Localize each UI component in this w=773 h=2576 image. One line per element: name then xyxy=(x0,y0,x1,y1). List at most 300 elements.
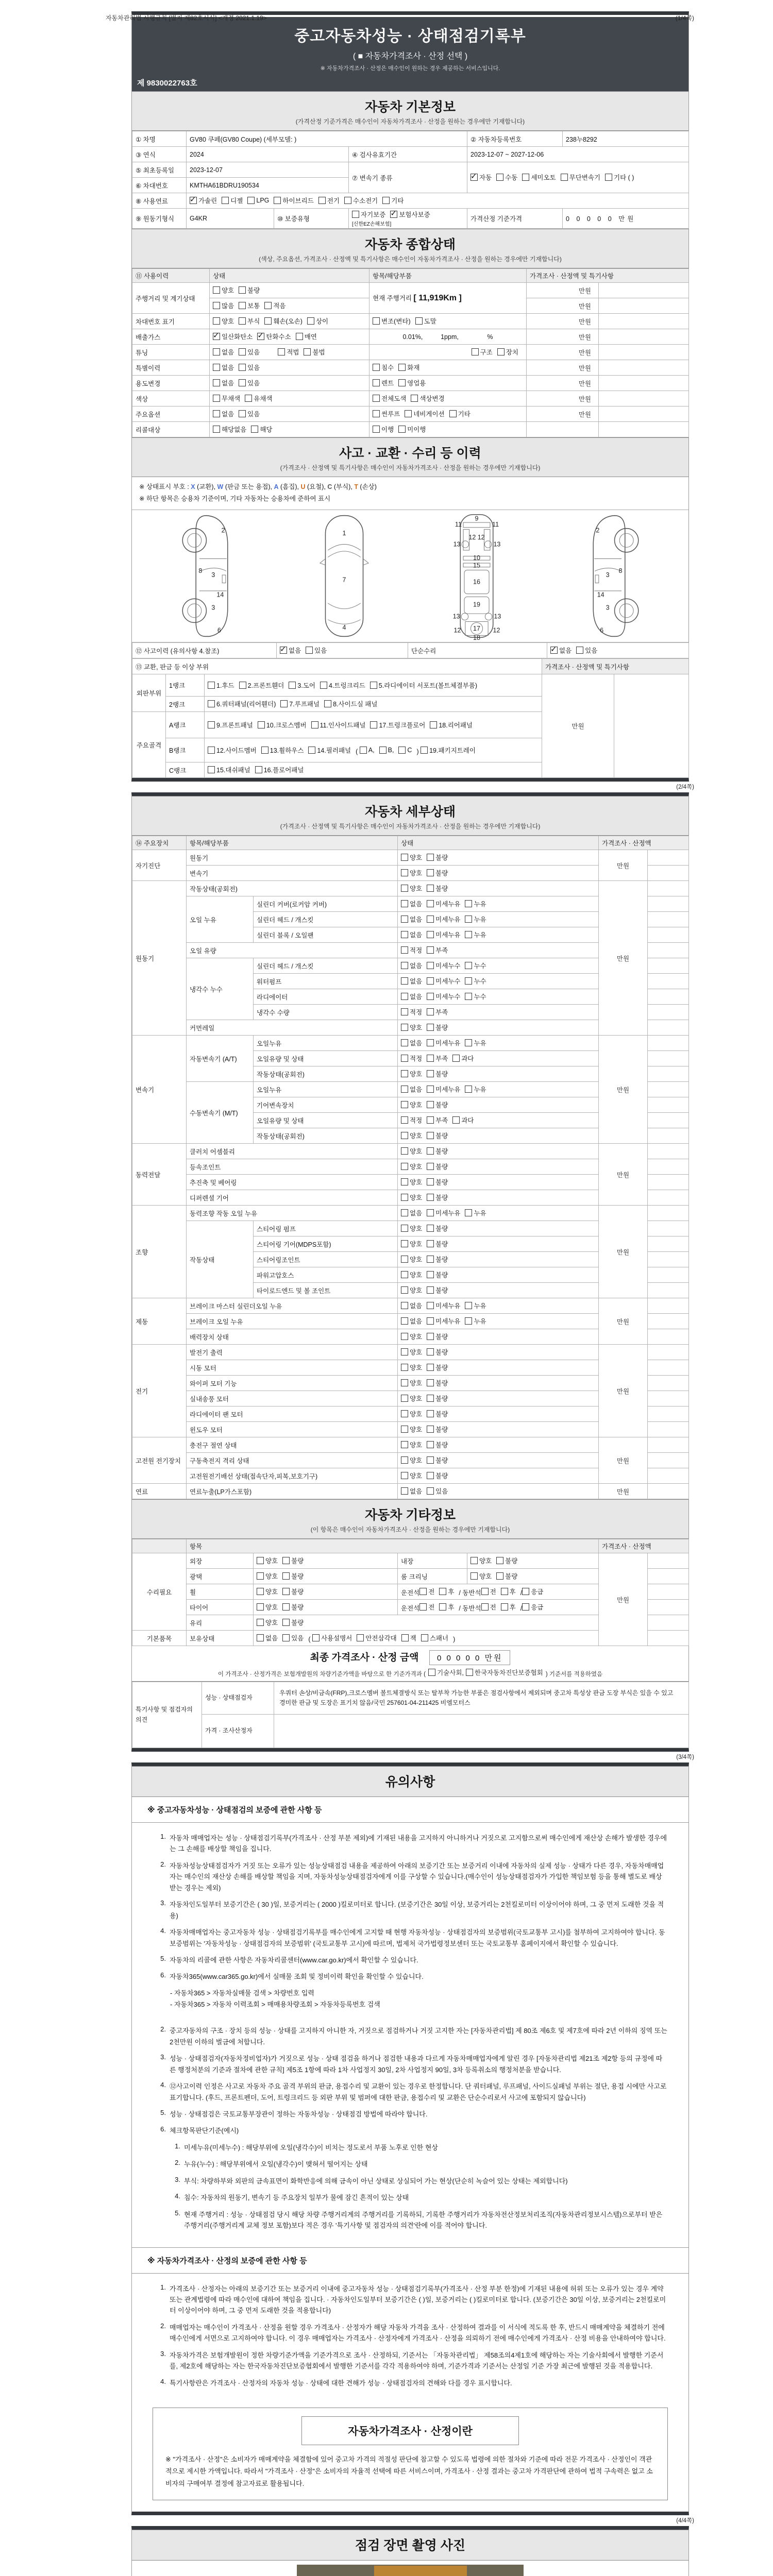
checkbox[interactable] xyxy=(401,1472,408,1479)
checkbox-option xyxy=(282,1587,304,1596)
checkbox[interactable] xyxy=(427,1271,434,1278)
checkbox[interactable] xyxy=(427,1487,434,1495)
checkbox-option xyxy=(401,1115,422,1125)
checkbox-label: 스패너 xyxy=(429,1635,449,1642)
checkbox-label: 잭 xyxy=(410,1635,416,1642)
insurer-note: [신한EZ손해보험] xyxy=(352,222,392,227)
state-checks xyxy=(398,866,599,881)
checkbox[interactable] xyxy=(401,1178,408,1185)
checkbox[interactable] xyxy=(352,211,359,218)
panel-number: 9 xyxy=(475,515,478,522)
checkbox[interactable] xyxy=(427,1086,434,1093)
checkbox-label: 미이행 xyxy=(407,426,426,433)
car-diagram-top-view xyxy=(295,512,393,640)
table-row xyxy=(132,193,689,209)
checkbox[interactable] xyxy=(401,1086,408,1093)
checkbox[interactable] xyxy=(289,682,296,689)
checkbox[interactable] xyxy=(401,993,408,1000)
checkbox[interactable] xyxy=(401,916,408,923)
checkbox[interactable] xyxy=(382,197,390,204)
checkbox-option xyxy=(264,316,303,326)
checkbox[interactable] xyxy=(360,747,367,754)
checkbox[interactable] xyxy=(401,1070,408,1077)
item-label: 브레이크 오일 누유 xyxy=(187,1314,398,1329)
checkbox-option xyxy=(501,1587,516,1596)
section-subtitle: (가격산정 기준가격은 매수인이 자동차가격조사 · 산정을 원하는 경우에만 기재합니다) xyxy=(295,118,525,125)
checkbox[interactable] xyxy=(373,364,380,371)
checkbox[interactable] xyxy=(239,682,246,689)
checkbox[interactable] xyxy=(213,317,220,325)
checkbox[interactable] xyxy=(213,302,220,309)
checkbox[interactable] xyxy=(401,869,408,876)
checkbox[interactable] xyxy=(428,1669,435,1676)
checkbox[interactable] xyxy=(344,197,351,204)
checkbox[interactable] xyxy=(427,869,434,876)
checkbox-label: 전 xyxy=(428,1603,435,1611)
item-label: 기어변속장치 xyxy=(254,1097,398,1113)
checkbox[interactable] xyxy=(427,1456,434,1464)
checkbox[interactable] xyxy=(465,962,472,969)
checkbox-option xyxy=(415,316,436,326)
simple-repair-checks xyxy=(547,643,689,658)
checkbox[interactable] xyxy=(419,1603,427,1611)
checkbox[interactable] xyxy=(257,1603,264,1611)
checkbox[interactable] xyxy=(522,1603,529,1611)
checkbox[interactable] xyxy=(257,1588,264,1595)
checkbox[interactable] xyxy=(373,317,380,325)
checkbox[interactable] xyxy=(401,1024,408,1031)
state-checks xyxy=(398,1360,599,1376)
checkbox[interactable] xyxy=(427,1302,434,1309)
checkbox-option xyxy=(274,196,313,205)
checkbox[interactable] xyxy=(373,395,380,402)
checkbox-label: 보험사보증 xyxy=(399,211,430,218)
checkbox-option xyxy=(257,1571,278,1581)
panel-number: 6 xyxy=(599,626,603,634)
checkbox[interactable] xyxy=(470,1557,478,1564)
device-group-label: 동력전달 xyxy=(132,1144,187,1206)
checkbox-option xyxy=(398,747,412,754)
checkbox[interactable] xyxy=(320,682,327,689)
checkbox[interactable] xyxy=(264,317,272,325)
checkbox-option xyxy=(497,347,518,357)
checkbox[interactable] xyxy=(501,1588,508,1595)
checkbox[interactable] xyxy=(296,333,303,340)
checkbox-label: 무단변속기 xyxy=(569,174,601,181)
checkbox[interactable] xyxy=(401,931,408,938)
checkbox[interactable] xyxy=(308,747,315,754)
item-label: 배력장치 상태 xyxy=(187,1329,398,1345)
checkbox[interactable] xyxy=(282,1634,290,1641)
checkbox[interactable] xyxy=(278,348,285,355)
checkbox[interactable] xyxy=(213,379,220,386)
checkbox[interactable] xyxy=(239,364,246,371)
checkbox[interactable] xyxy=(427,1147,434,1155)
panel-number: 3 xyxy=(606,604,610,612)
checkbox[interactable] xyxy=(401,1456,408,1464)
notices-block-c xyxy=(132,2274,688,2400)
field-label: ② 자동차등록번호 xyxy=(467,131,563,147)
checkbox[interactable] xyxy=(452,1116,460,1124)
checkbox[interactable] xyxy=(465,1086,472,1093)
checkbox[interactable] xyxy=(401,854,408,861)
checkbox[interactable] xyxy=(427,1286,434,1294)
checkbox-option xyxy=(449,409,470,418)
checkbox[interactable] xyxy=(401,1333,408,1340)
checkbox[interactable] xyxy=(470,174,478,181)
panel-number: 2 xyxy=(221,527,225,534)
checkbox[interactable] xyxy=(208,700,215,707)
current-mileage-label: 현재 주행거리 xyxy=(373,295,412,302)
checkbox[interactable] xyxy=(370,682,377,689)
checkbox[interactable] xyxy=(401,1348,408,1355)
checkbox[interactable] xyxy=(401,1147,408,1155)
checkbox-option xyxy=(427,1425,448,1434)
checkbox[interactable] xyxy=(255,766,262,773)
checkbox[interactable] xyxy=(258,721,265,728)
group-label: 기본품목 xyxy=(132,1631,187,1646)
checkbox[interactable] xyxy=(427,1008,434,1015)
checkbox[interactable] xyxy=(427,1333,434,1340)
item-label: 스티어링 기어(MDPS포함) xyxy=(254,1236,398,1252)
checkbox[interactable] xyxy=(401,1240,408,1247)
checkbox-option xyxy=(465,899,486,908)
checkbox-label: 없음 xyxy=(410,931,423,939)
checkbox[interactable] xyxy=(427,993,434,1000)
checkbox[interactable] xyxy=(398,426,406,433)
checkbox[interactable] xyxy=(401,1101,408,1108)
checkbox[interactable] xyxy=(427,1039,434,1046)
item-label: 오일유량 및 상태 xyxy=(254,1113,398,1128)
checkbox-label: 후 xyxy=(448,1588,455,1596)
checkbox[interactable] xyxy=(398,364,406,371)
checkbox[interactable] xyxy=(427,1132,434,1139)
checkbox[interactable] xyxy=(421,747,428,754)
checkbox[interactable] xyxy=(401,1132,408,1139)
checkbox-label: 전기 xyxy=(327,197,340,205)
checkbox[interactable] xyxy=(401,1426,408,1433)
checkbox[interactable] xyxy=(208,747,215,754)
checkbox[interactable] xyxy=(251,426,258,433)
checkbox-label: 누유 xyxy=(474,1302,486,1310)
checkbox[interactable] xyxy=(419,1588,427,1595)
checkbox[interactable] xyxy=(213,410,220,417)
checkbox[interactable] xyxy=(561,174,568,181)
page-marker-2: (2/4쪽) xyxy=(676,784,694,790)
checkbox[interactable] xyxy=(481,1588,489,1595)
notices-block-a xyxy=(132,1823,688,2015)
checkbox[interactable] xyxy=(398,747,406,754)
checkbox[interactable] xyxy=(401,1163,408,1170)
checkbox[interactable] xyxy=(427,885,434,892)
checkbox[interactable] xyxy=(373,379,380,386)
checkbox[interactable] xyxy=(470,1572,478,1580)
checkbox[interactable] xyxy=(261,747,268,754)
checkbox[interactable] xyxy=(427,1256,434,1263)
checkbox[interactable] xyxy=(427,1194,434,1201)
rank-label: 1랭크 xyxy=(166,674,205,697)
detail-row xyxy=(132,1437,689,1453)
section-title: 유의사항 xyxy=(385,1775,435,1789)
checkbox[interactable] xyxy=(427,1410,434,1417)
detail-row xyxy=(132,1298,689,1314)
checkbox[interactable] xyxy=(466,1669,473,1676)
checkbox[interactable] xyxy=(222,197,229,204)
checkbox[interactable] xyxy=(401,1194,408,1201)
row-label: 리콜대상 xyxy=(132,422,210,437)
checkbox-label: 불량 xyxy=(291,1604,304,1611)
checkbox[interactable] xyxy=(465,1302,472,1309)
checkbox[interactable] xyxy=(465,1317,472,1325)
checkbox[interactable] xyxy=(427,1441,434,1448)
checkbox[interactable] xyxy=(282,1572,290,1580)
checkbox-label: 불량 xyxy=(435,1411,448,1418)
top-annotation-bar xyxy=(106,13,694,22)
sub-group-label: 수동변속기 (M/T) xyxy=(187,1082,254,1144)
checkbox[interactable] xyxy=(411,395,418,402)
checkbox[interactable] xyxy=(427,1178,434,1185)
checkbox[interactable] xyxy=(496,1572,503,1580)
checkbox[interactable] xyxy=(239,410,246,417)
checkbox[interactable] xyxy=(257,1619,264,1626)
checkbox[interactable] xyxy=(324,700,331,707)
checkbox[interactable] xyxy=(311,721,318,728)
checkbox-option xyxy=(308,745,351,755)
checkbox[interactable] xyxy=(427,1348,434,1355)
checkbox[interactable] xyxy=(427,1240,434,1247)
checkbox[interactable] xyxy=(427,946,434,954)
checkbox[interactable] xyxy=(401,1441,408,1448)
checkbox[interactable] xyxy=(401,885,408,892)
checkbox[interactable] xyxy=(401,1008,408,1015)
checkbox[interactable] xyxy=(427,1225,434,1232)
checkbox[interactable] xyxy=(282,1557,290,1564)
panel-number: 14 xyxy=(216,591,224,599)
item-label: 실린더 헤드 / 개스킷 xyxy=(254,958,398,974)
checkbox[interactable] xyxy=(401,1379,408,1386)
checkbox[interactable] xyxy=(401,1116,408,1124)
checkbox[interactable] xyxy=(550,647,558,654)
checkbox[interactable] xyxy=(401,1271,408,1278)
checkbox[interactable] xyxy=(427,1395,434,1402)
item-label: 라디에이터 팬 모터 xyxy=(187,1406,398,1422)
checkbox-option xyxy=(257,332,291,341)
inspector-remarks: 우쿼터 손상/비금속(FRP),크로스멤버 볼트체결방식 또는 탈부착 가능한 부품은 점검사항에서 제외되며 중고차 특성상 판금 도장 부식은 있을 수 있고 경미한 판금 및 도장은 표기치 않음/국민 257601-04-211425 비엠모터스 xyxy=(274,1682,689,1715)
checkbox[interactable] xyxy=(427,854,434,861)
checkbox-option xyxy=(398,378,426,387)
checkbox[interactable] xyxy=(306,647,313,654)
table-row: 튜닝 없음 있음 적법 불법 구조 장치 만원 xyxy=(132,345,689,360)
checkbox[interactable] xyxy=(401,962,408,969)
checkbox[interactable] xyxy=(439,1588,446,1595)
checkbox[interactable] xyxy=(401,1286,408,1294)
checkbox[interactable] xyxy=(496,174,503,181)
checkbox[interactable] xyxy=(401,1410,408,1417)
item-label: 발전기 출력 xyxy=(187,1345,398,1360)
current-mileage-value: [ 11,919Km ] xyxy=(413,294,462,302)
checkbox[interactable] xyxy=(427,977,434,985)
checkbox[interactable] xyxy=(379,747,386,754)
checkbox[interactable] xyxy=(373,410,380,417)
checkbox[interactable] xyxy=(401,1487,408,1495)
checkbox[interactable] xyxy=(427,931,434,938)
checkbox[interactable] xyxy=(390,211,397,218)
checkbox-option xyxy=(278,347,299,357)
checkbox-label: 양호 xyxy=(410,1333,423,1341)
checkbox[interactable] xyxy=(257,333,264,340)
checkbox[interactable] xyxy=(257,1557,264,1564)
panel-number: 12 xyxy=(453,626,461,634)
checkbox[interactable] xyxy=(282,1619,290,1626)
checkbox[interactable] xyxy=(401,1395,408,1402)
checkbox[interactable] xyxy=(401,1209,408,1216)
checkbox[interactable] xyxy=(280,700,288,707)
checkbox[interactable] xyxy=(239,286,246,294)
checkbox[interactable] xyxy=(449,410,457,417)
checkbox[interactable] xyxy=(501,1603,508,1611)
checkbox-option xyxy=(324,699,377,708)
checkbox-label: 보통 xyxy=(247,302,260,310)
checkbox[interactable] xyxy=(465,993,472,1000)
checkbox[interactable] xyxy=(427,1209,434,1216)
checkbox[interactable] xyxy=(605,174,612,181)
checkbox[interactable] xyxy=(430,721,437,728)
device-group-label: 전기 xyxy=(132,1345,187,1437)
checkbox[interactable] xyxy=(307,317,314,325)
checkbox[interactable] xyxy=(401,1256,408,1263)
column-header: 상태 xyxy=(398,836,599,850)
checkbox[interactable] xyxy=(401,1317,408,1325)
checkbox[interactable] xyxy=(401,1364,408,1371)
checkbox[interactable] xyxy=(522,1588,529,1595)
checkbox[interactable] xyxy=(208,721,215,728)
checkbox[interactable] xyxy=(427,1426,434,1433)
checkbox[interactable] xyxy=(401,900,408,907)
checkbox[interactable] xyxy=(427,1472,434,1479)
checkbox[interactable] xyxy=(190,197,197,204)
checkbox[interactable] xyxy=(208,682,215,689)
checkbox[interactable] xyxy=(257,1634,264,1641)
checkbox[interactable] xyxy=(522,174,529,181)
checkbox[interactable] xyxy=(427,1116,434,1124)
checkbox[interactable] xyxy=(282,1588,290,1595)
checkbox[interactable] xyxy=(213,286,220,294)
checkbox[interactable] xyxy=(427,1024,434,1031)
checkbox[interactable] xyxy=(465,1039,472,1046)
checkbox[interactable] xyxy=(312,1634,320,1641)
checkbox[interactable] xyxy=(427,916,434,923)
checkbox[interactable] xyxy=(427,900,434,907)
checkbox[interactable] xyxy=(401,1302,408,1309)
checkbox[interactable] xyxy=(357,1634,364,1641)
checkbox[interactable] xyxy=(465,1209,472,1216)
checkbox[interactable] xyxy=(427,1055,434,1062)
checkbox-label: 기타 xyxy=(458,411,470,418)
checkbox[interactable] xyxy=(239,379,246,386)
checkbox[interactable] xyxy=(239,302,246,309)
section-overall-state xyxy=(132,229,688,268)
checkbox[interactable] xyxy=(401,977,408,985)
checkbox[interactable] xyxy=(274,197,281,204)
checkbox[interactable] xyxy=(213,348,220,355)
checkbox[interactable] xyxy=(465,977,472,985)
checkbox[interactable] xyxy=(398,379,406,386)
checkbox-label: 양호 xyxy=(410,1426,423,1433)
checkbox-option xyxy=(427,1394,448,1403)
checkbox-label: 3.도어 xyxy=(297,682,315,689)
checkbox[interactable] xyxy=(405,410,412,417)
checkbox[interactable] xyxy=(282,1603,290,1611)
checkbox[interactable] xyxy=(401,946,408,954)
checkbox[interactable] xyxy=(452,1055,460,1062)
checkbox[interactable] xyxy=(415,317,423,325)
item-label: 실린더 헤드 / 개스킷 xyxy=(254,912,398,927)
state-checks xyxy=(398,912,599,927)
checkbox[interactable] xyxy=(427,1163,434,1170)
checkbox[interactable] xyxy=(401,1225,408,1232)
checkbox[interactable] xyxy=(576,647,583,654)
checkbox[interactable] xyxy=(208,766,215,773)
state-checks xyxy=(398,1329,599,1345)
rank-label: A랭크 xyxy=(166,712,205,738)
checkbox-label: 기술사회, xyxy=(437,1669,464,1676)
checkbox-label: 14.필러패널 xyxy=(317,747,351,754)
checkbox[interactable] xyxy=(439,1603,446,1611)
checkbox[interactable] xyxy=(247,197,255,204)
checkbox-label: 누수 xyxy=(474,978,486,985)
checkbox[interactable] xyxy=(427,1317,434,1325)
checkbox[interactable] xyxy=(257,1572,264,1580)
panel-number: 13 xyxy=(493,540,500,548)
checkbox-option xyxy=(257,1618,278,1627)
checkbox[interactable] xyxy=(427,1364,434,1371)
checkbox[interactable] xyxy=(401,1634,409,1641)
checkbox[interactable] xyxy=(465,931,472,938)
checkbox[interactable] xyxy=(239,348,246,355)
checkbox[interactable] xyxy=(245,395,252,402)
checkbox[interactable] xyxy=(401,1055,408,1062)
checkbox-label: 적정 xyxy=(410,1055,423,1062)
checkbox[interactable] xyxy=(421,1634,428,1641)
checkbox-label: 적법 xyxy=(287,349,299,356)
checkbox-label: 전 xyxy=(428,1588,435,1596)
checkbox[interactable] xyxy=(497,348,505,355)
checkbox[interactable] xyxy=(370,721,377,728)
checkbox[interactable] xyxy=(373,426,380,433)
checkbox[interactable] xyxy=(304,348,311,355)
checkbox[interactable] xyxy=(465,900,472,907)
checkbox[interactable] xyxy=(213,333,220,340)
checkbox[interactable] xyxy=(318,197,326,204)
checkbox[interactable] xyxy=(481,1603,489,1611)
checkbox[interactable] xyxy=(427,962,434,969)
checkbox[interactable] xyxy=(264,302,272,309)
checkbox[interactable] xyxy=(472,348,479,355)
checkbox[interactable] xyxy=(496,1557,503,1564)
checkbox[interactable] xyxy=(427,1379,434,1386)
checkbox[interactable] xyxy=(401,1039,408,1046)
checkbox[interactable] xyxy=(280,647,287,654)
checkbox[interactable] xyxy=(465,916,472,923)
checkbox[interactable] xyxy=(239,317,246,325)
checkbox-label: 양호 xyxy=(410,1411,423,1418)
checkbox[interactable] xyxy=(427,1101,434,1108)
item-label: 브레이크 마스터 실린더오일 누유 xyxy=(187,1298,398,1314)
checkbox[interactable] xyxy=(213,395,220,402)
checkbox[interactable] xyxy=(427,1070,434,1077)
checkbox[interactable] xyxy=(213,426,220,433)
checkbox[interactable] xyxy=(213,364,220,371)
